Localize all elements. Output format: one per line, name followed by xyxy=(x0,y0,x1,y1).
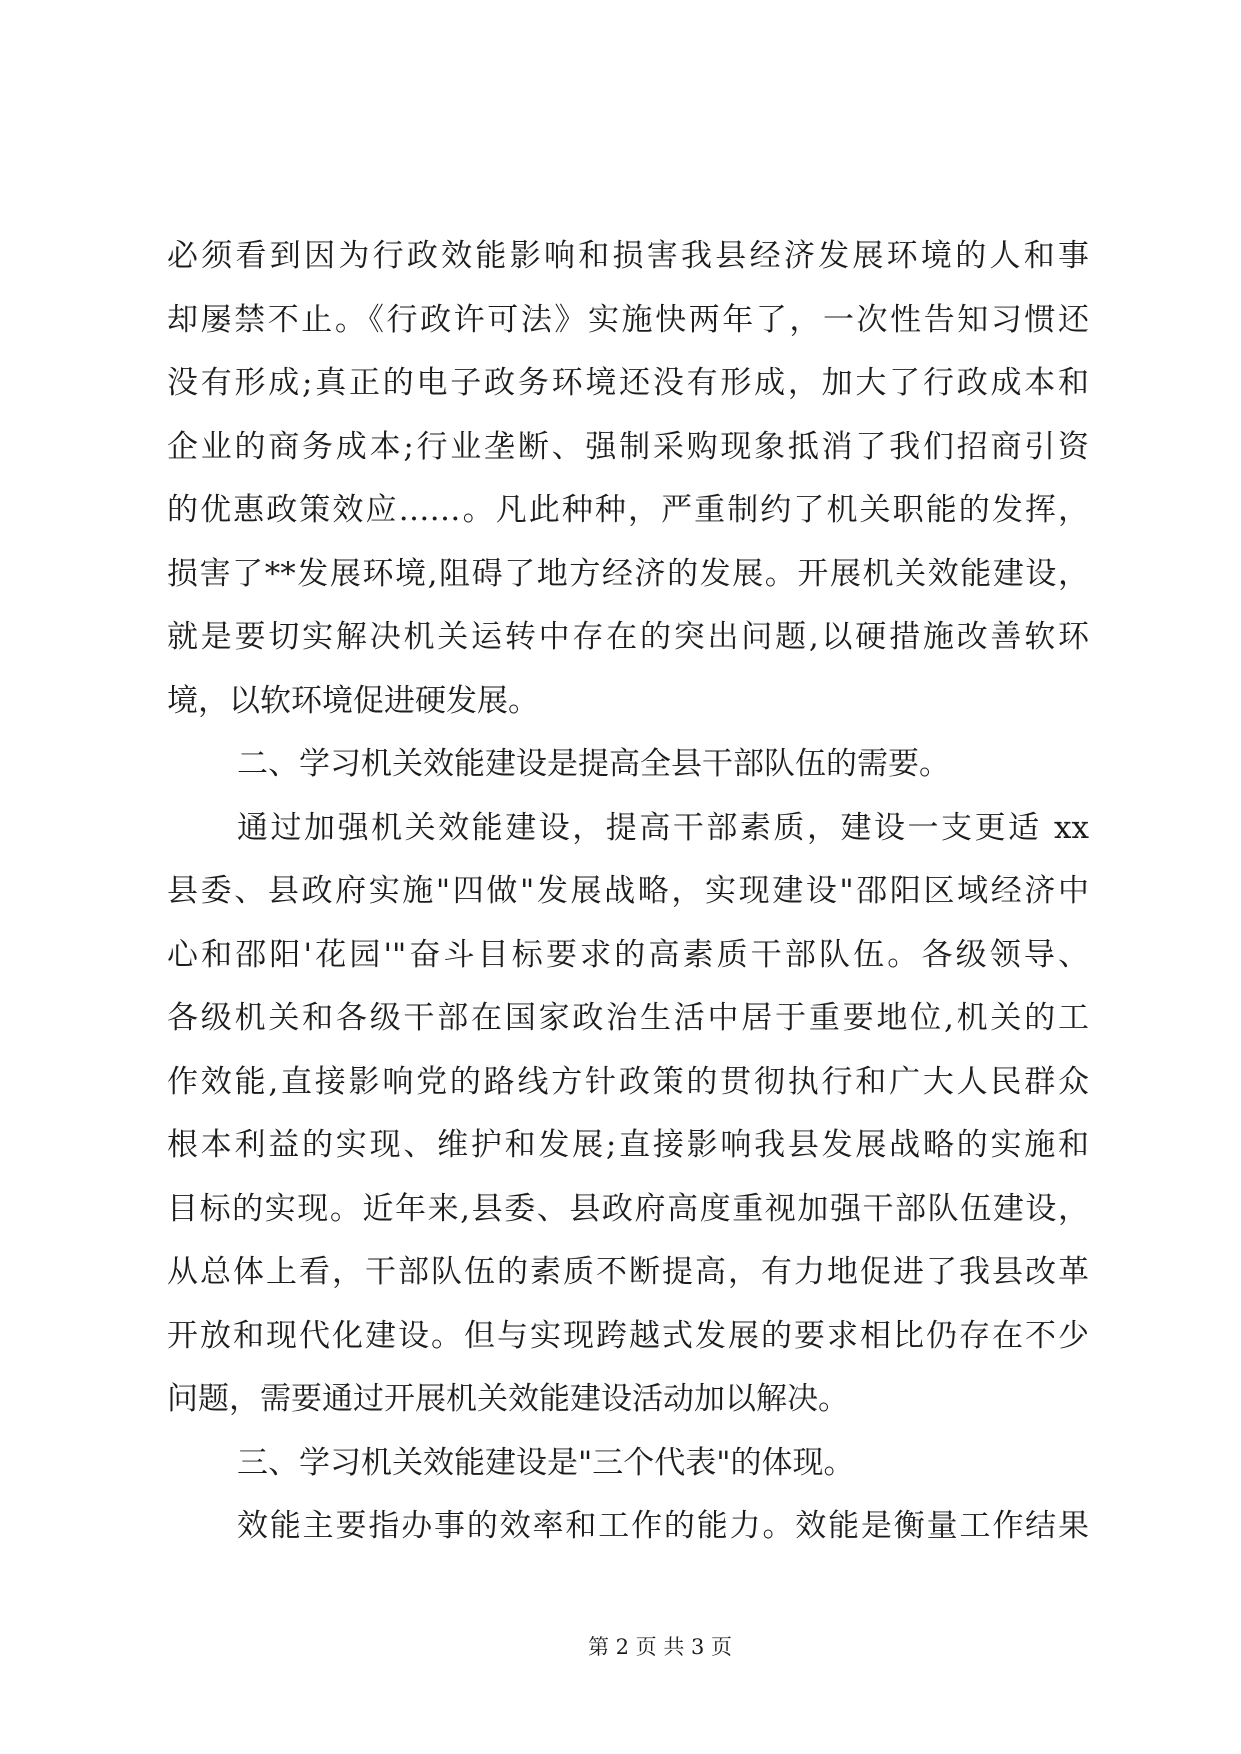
body-line: 却屡禁不止。《行政许可法》实施快两年了，一次性告知习惯还 xyxy=(167,301,1089,338)
body-line: 各级机关和各级干部在国家政治生活中居于重要地位,机关的工 xyxy=(167,1000,1089,1036)
body-line: 目标的实现。近年来,县委、县政府高度重视加强干部队伍建设， xyxy=(167,1190,1089,1227)
body-line: 开放和现代化建设。但与实现跨越式发展的要求相比仍存在不少 xyxy=(167,1317,1089,1354)
body-line: 损害了**发展环境,阻碍了地方经济的发展。开展机关效能建设， xyxy=(167,555,1089,592)
body-line: 县委、县政府实施"四做"发展战略，实现建设"邵阳区域经济中 xyxy=(167,873,1089,909)
body-line: 问题，需要通过开展机关效能建设活动加以解决。 xyxy=(167,1381,849,1417)
body-line: 心和邵阳'花园'"奋斗目标要求的高素质干部队伍。各级领导、 xyxy=(167,936,1089,973)
section-heading-line: 二、学习机关效能建设是提高全县干部队伍的需要。 xyxy=(237,746,950,782)
body-line: 根本利益的实现、维护和发展;直接影响我县发展战略的实施和 xyxy=(167,1127,1089,1163)
body-line: 作效能,直接影响党的路线方针政策的贯彻执行和广大人民群众 xyxy=(167,1063,1089,1100)
paragraph xyxy=(167,1495,1089,1559)
body-line: 从总体上看，干部队伍的素质不断提高，有力地促进了我县改革 xyxy=(167,1254,1089,1290)
page-footer: 第 2 页 共 3 页 xyxy=(587,1635,733,1659)
paragraph xyxy=(167,797,1089,1432)
body-line: 就是要切实解决机关运转中存在的突出问题,以硬措施改善软环 xyxy=(167,619,1089,655)
body-line: 企业的商务成本;行业垄断、强制采购现象抵消了我们招商引资 xyxy=(167,428,1089,465)
paragraph xyxy=(167,225,1089,733)
body-line: 通过加强机关效能建设，提高干部素质，建设一支更适 xx xyxy=(237,809,1089,846)
document-body xyxy=(167,225,1089,1559)
section-heading-line: 三、学习机关效能建设是"三个代表"的体现。 xyxy=(237,1444,855,1481)
body-line: 的优惠政策效应……。凡此种种，严重制约了机关职能的发挥， xyxy=(167,492,1089,528)
body-line: 效能主要指办事的效率和工作的能力。效能是衡量工作结果 xyxy=(237,1508,1089,1544)
section-heading xyxy=(167,733,1089,797)
section-heading xyxy=(167,1432,1089,1496)
body-line: 没有形成;真正的电子政务环境还没有形成，加大了行政成本和 xyxy=(167,365,1089,401)
body-line: 境，以软环境促进硬发展。 xyxy=(167,682,539,719)
body-line: 必须看到因为行政效能影响和损害我县经济发展环境的人和事 xyxy=(167,238,1089,274)
